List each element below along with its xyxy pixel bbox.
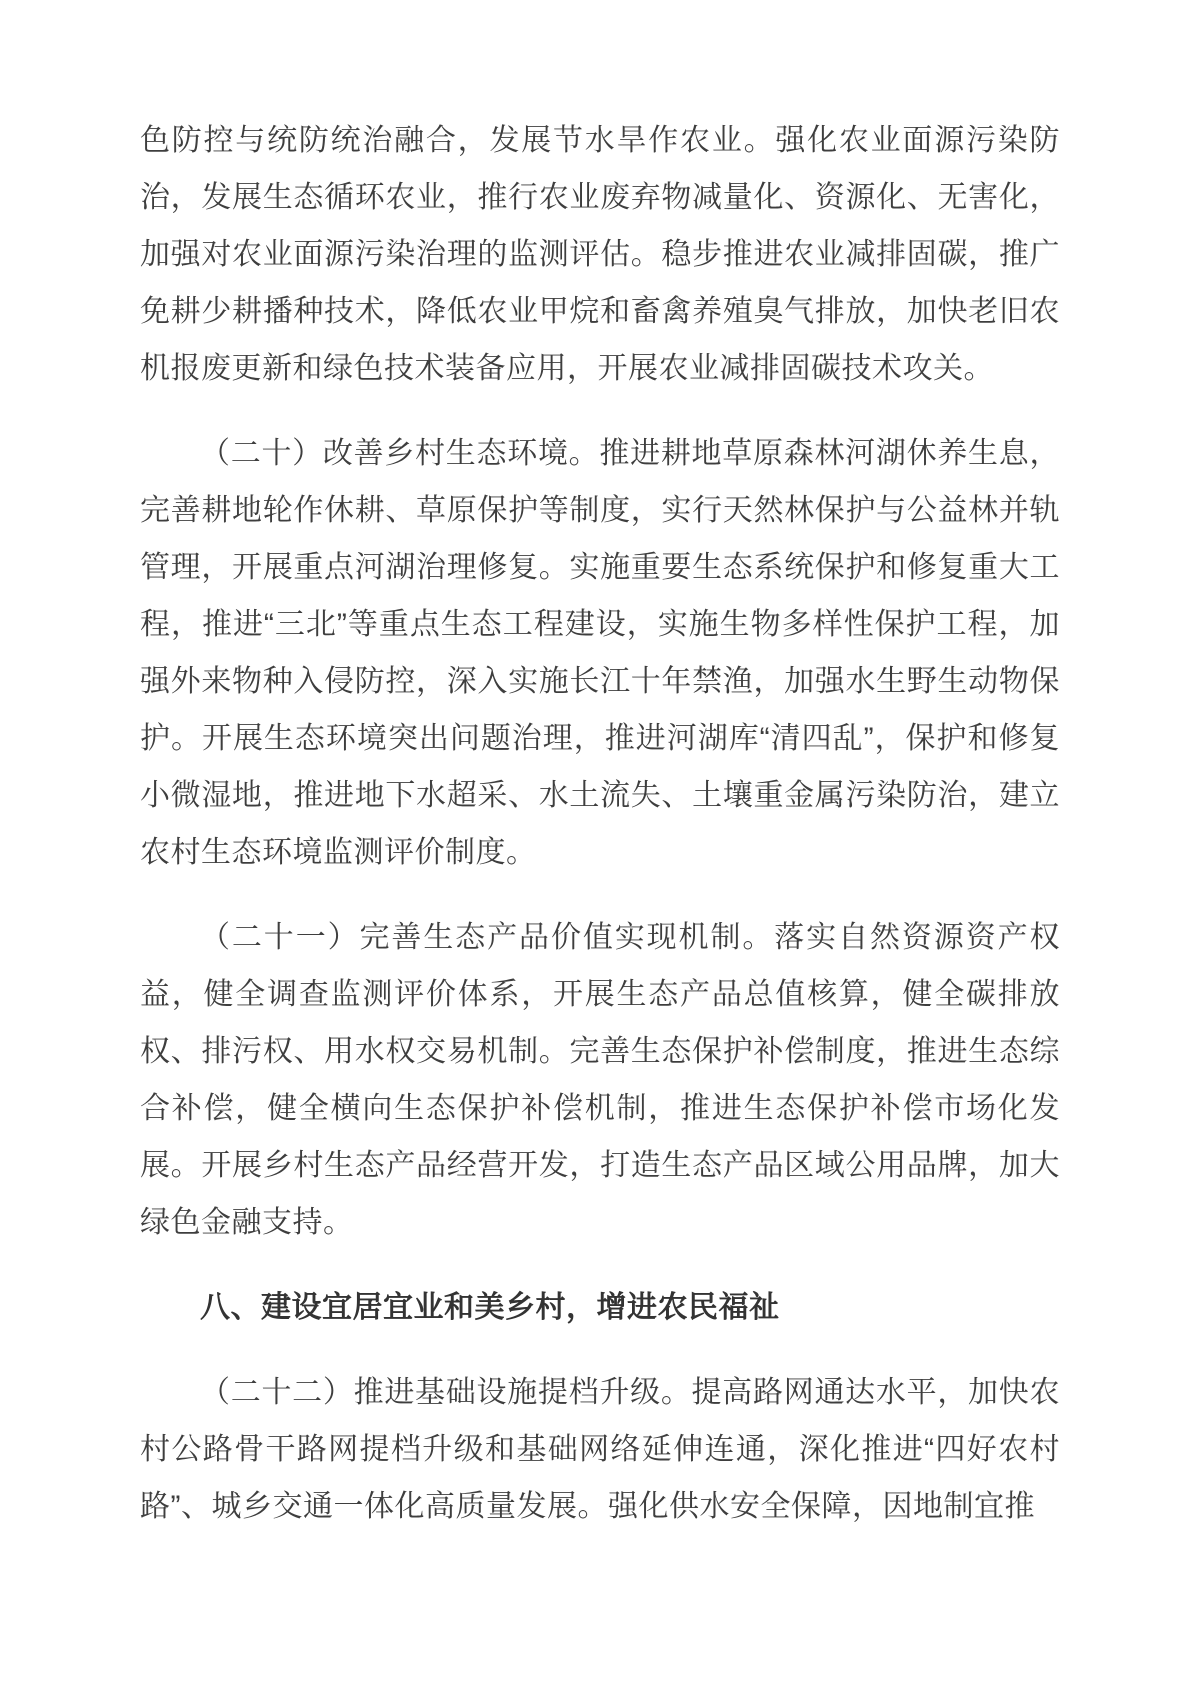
section-heading: 八、建设宜居宜业和美乡村，增进农民福祉 [200,1291,780,1324]
paragraph-clause-20: （二十）改善乡村生态环境。推进耕地草原森林河湖休养生息，完善耕地轮作休耕、草原保护等制度，实行天然林保护与公益林并轨管理，开展重点河湖治理修复。实施重要生态系统保护和修复重大工程，推进“三北”等重点生态工程建设，实施生物多样性保护工程，加强外来物种入侵防控，深入实施长江十年禁渔，加强水生野生动物保护。开展生态环境突出问题治理，推进河湖库“清四乱”，保护和修复小微湿地，推进地下水超采、水土流失、土壤重金属污染防治，建立农村生态环境监测评价制度。 [140,437,1060,869]
paragraph-clause-22: （二十二）推进基础设施提档升级。提高路网通达水平，加快农村公路骨干路网提档升级和基础网络延伸连通，深化推进“四好农村路”、城乡交通一体化高质量发展。强化供水安全保障，因地制宜推 [140,1376,1060,1523]
paragraph-clause-21: （二十一）完善生态产品价值实现机制。落实自然资源资产权益，健全调查监测评价体系，开展生态产品总值核算，健全碳排放权、排污权、用水权交易机制。完善生态保护补偿制度，推进生态综合补偿，健全横向生态保护补偿机制，推进生态保护补偿市场化发展。开展乡村生态产品经营开发，打造生态产品区域公用品牌，加大绿色金融支持。 [140,921,1060,1239]
paragraph-continuation: 色防控与统防统治融合，发展节水旱作农业。强化农业面源污染防治，发展生态循环农业，推行农业废弃物减量化、资源化、无害化，加强对农业面源污染治理的监测评估。稳步推进农业减排固碳，推广免耕少耕播种技术，降低农业甲烷和畜禽养殖臭气排放，加快老旧农机报废更新和绿色技术装备应用，开展农业减排固碳技术攻关。 [140,124,1060,385]
